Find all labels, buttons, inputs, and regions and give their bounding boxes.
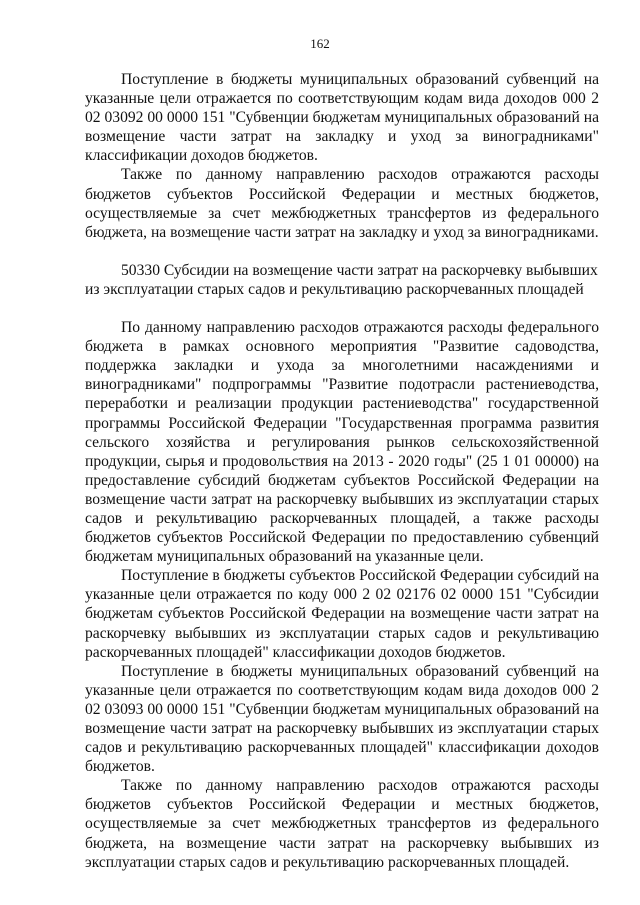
document-body	[85, 70, 599, 872]
paragraph: Поступление в бюджеты муниципальных образований субвенций на указанные цели отражается по соответствующим кодам вида доходов 000 2 02 03093 00 0000 151 "Субвенции бюджетам муниципальных образований на возмещение части затрат на раскорчевку выбывших из эксплуатации старых садов и рекультивацию раскорчеванных площадей" классификации доходов бюджетов.	[85, 662, 599, 776]
paragraph: Поступление в бюджеты муниципальных образований субвенций на указанные цели отражается по соответствующим кодам вида доходов 000 2 02 03092 00 0000 151 "Субвенции бюджетам муниципальных образований на возмещение части затрат на закладку и уход за виноградниками" классификации доходов бюджетов.	[85, 71, 599, 165]
paragraph: Также по данному направлению расходов отражаются расходы бюджетов субъектов Российской Федерации и местных бюджетов, осуществляемые за счет межбюджетных трансфертов из федерального бюджета, на возмещение части затрат на закладку и уход за виноградниками.	[85, 166, 599, 241]
paragraph: Поступление в бюджеты субъектов Российской Федерации субсидий на указанные цели отражается по коду 000 2 02 02176 02 0000 151 "Субсидии бюджетам субъектов Российской Федерации на возмещение части затрат на раскорчевку выбывших из эксплуатации старых садов и рекультивацию раскорчеванных площадей" классификации доходов бюджетов.	[85, 567, 599, 661]
paragraph: Также по данному направлению расходов отражаются расходы бюджетов субъектов Российской Федерации и местных бюджетов, осуществляемые за счет межбюджетных трансфертов из федерального бюджета, на возмещение части затрат на раскорчевку выбывших из эксплуатации старых садов и рекультивацию раскорчеванных площадей.	[85, 777, 599, 871]
paragraph: По данному направлению расходов отражаются расходы федерального бюджета в рамках основного мероприятия "Развитие садоводства, поддержка закладки и ухода за многолетними насаждениями и виноградниками" подпрограммы "Развитие подотрасли растениеводства, переработки и реализации продукции растениеводства" государственной программы Российской Федерации "Государственная программа развития сельского хозяйства и регулирования рынков сельскохозяйственной продукции, сырья и продовольствия на 2013 - 2020 годы" (25 1 01 00000) на предоставление субсидий бюджетам субъектов Российской Федерации на возмещение части затрат на раскорчевку выбывших из эксплуатации старых садов и рекультивацию раскорчеванных площадей, а также расходы бюджетов субъектов Российской Федерации по предоставлению субвенций бюджетам муниципальных образований на указанные цели.	[85, 319, 599, 566]
page-number: 162	[310, 36, 330, 51]
section-heading: 50330 Субсидии на возмещение части затрат на раскорчевку выбывших из эксплуатации старых садов и рекультивацию раскорчеванных площадей	[85, 261, 598, 298]
